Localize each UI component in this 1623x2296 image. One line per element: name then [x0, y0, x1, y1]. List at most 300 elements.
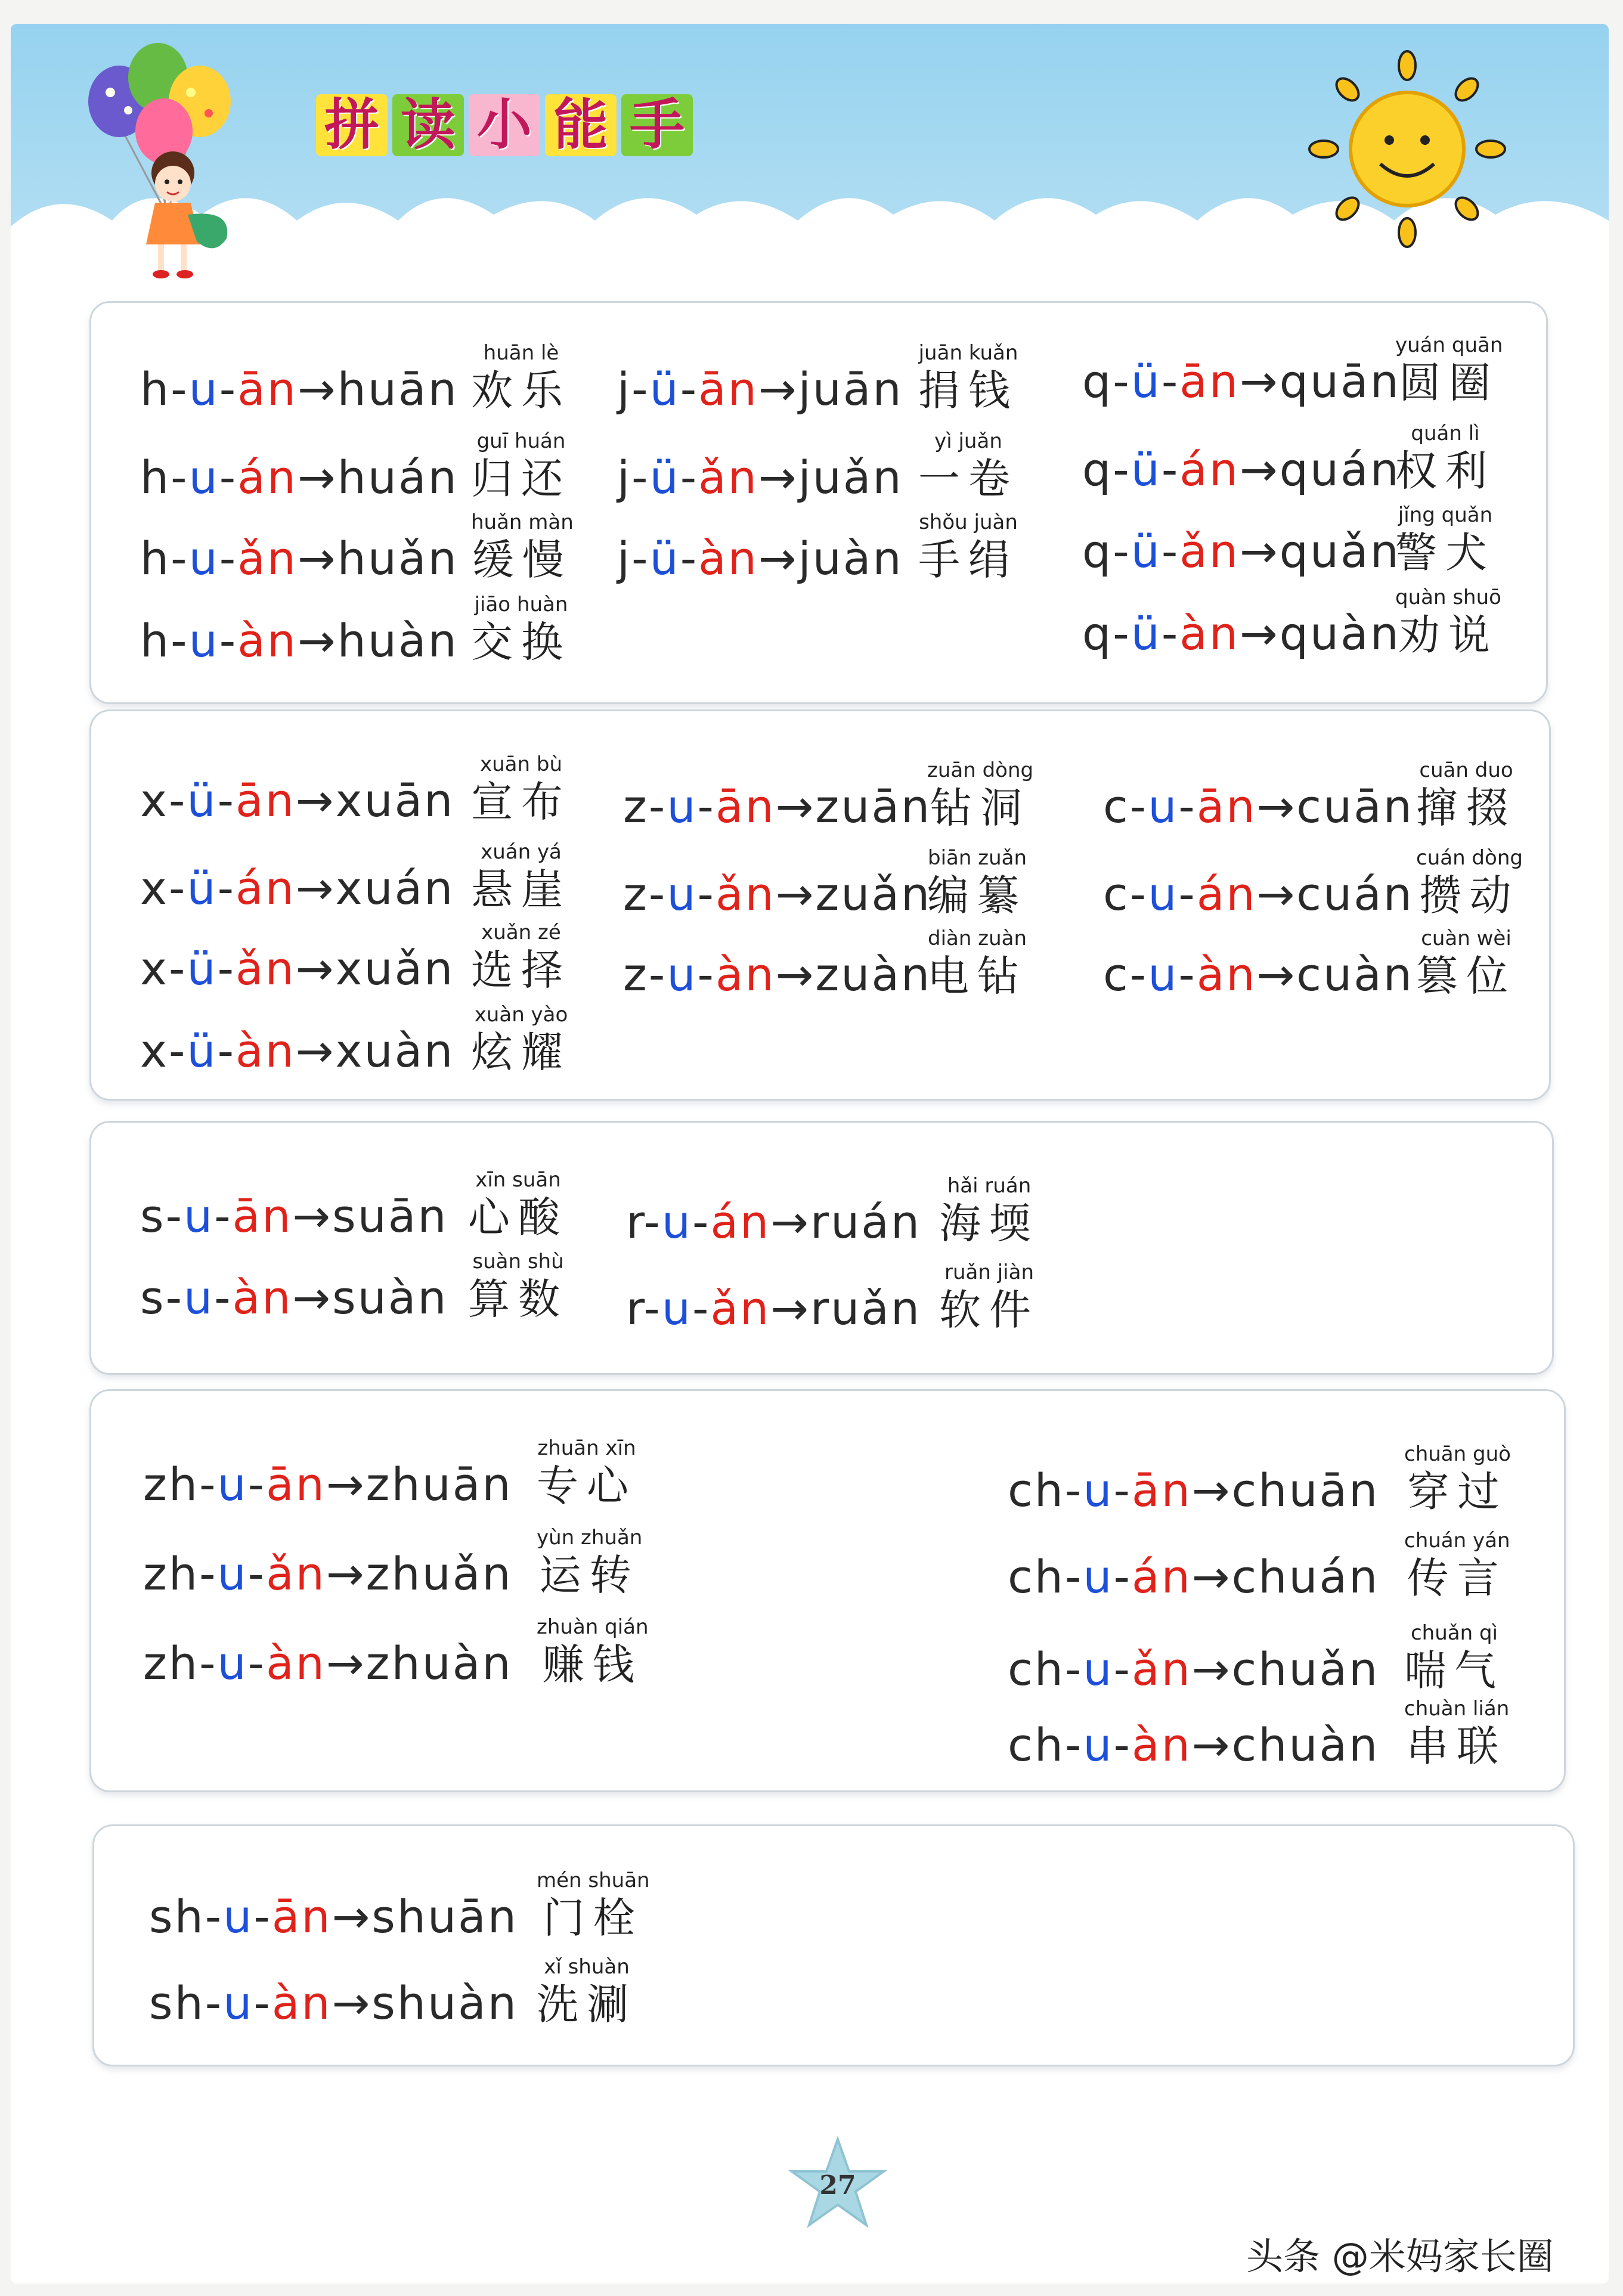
initial-consonant: zh: [143, 1637, 200, 1690]
result-syllable: zhuàn: [366, 1637, 513, 1690]
word-pinyin: cuān duo: [1419, 758, 1513, 782]
spelling-formula: [626, 1195, 921, 1249]
word-pinyin: yùn zhuǎn: [537, 1526, 643, 1550]
example-word: [918, 429, 1018, 504]
pinyin-entry: [623, 912, 1064, 1002]
result-syllable: huǎn: [337, 532, 459, 585]
word-hanzi: 交换: [471, 618, 571, 667]
pinyin-entry: [1082, 319, 1532, 408]
word-pinyin: guī huán: [476, 429, 566, 453]
rime-with-tone: ān: [237, 362, 298, 416]
word-pinyin: xǐ shuàn: [544, 1955, 630, 1979]
initial-consonant: h: [140, 532, 171, 585]
formula-separator: -: [1113, 1464, 1132, 1517]
balloons-girl-icon: [78, 36, 274, 286]
initial-consonant: r: [626, 1282, 644, 1335]
pinyin-entry: [140, 1154, 605, 1243]
formula-separator: →: [758, 451, 798, 504]
word-hanzi: 宣布: [471, 777, 571, 826]
rime-with-tone: ān: [715, 780, 776, 833]
rime-with-tone: ān: [698, 362, 758, 416]
result-syllable: chuǎn: [1231, 1643, 1380, 1696]
formula-separator: -: [697, 867, 716, 921]
pinyin-entry: [1082, 489, 1532, 578]
formula-separator: -: [168, 774, 187, 827]
initial-consonant: sh: [149, 1976, 205, 2029]
medial-vowel: u: [217, 1547, 248, 1600]
pinyin-entry: [140, 415, 608, 504]
word-hanzi: 攒动: [1419, 871, 1520, 920]
formula-separator: -: [648, 948, 667, 1001]
example-word: [471, 840, 571, 915]
initial-consonant: z: [623, 867, 649, 921]
example-word: [1395, 422, 1495, 497]
medial-vowel: u: [667, 948, 698, 1001]
result-syllable: chuàn: [1231, 1718, 1380, 1771]
example-word: [471, 752, 571, 828]
initial-consonant: q: [1082, 525, 1113, 578]
formula-separator: -: [168, 1024, 187, 1077]
result-syllable: ruán: [810, 1195, 922, 1248]
word-hanzi: 捐钱: [918, 366, 1018, 415]
formula-separator: →: [292, 1271, 333, 1324]
result-syllable: chuán: [1231, 1550, 1380, 1603]
initial-consonant: ch: [1008, 1550, 1065, 1603]
word-hanzi: 一卷: [918, 454, 1018, 503]
spelling-formula: [623, 780, 931, 833]
word-pinyin: quàn shuō: [1395, 585, 1501, 609]
word-pinyin: xīn suān: [475, 1168, 561, 1192]
example-word: [1416, 927, 1516, 1002]
rime-with-tone: àn: [266, 1637, 326, 1690]
formula-separator: -: [643, 1282, 662, 1335]
formula-separator: -: [1113, 1718, 1132, 1771]
example-word: [927, 846, 1027, 921]
initial-consonant: c: [1103, 948, 1130, 1001]
formula-separator: →: [297, 614, 337, 667]
pinyin-entry: [143, 1422, 674, 1511]
rime-with-tone: án: [1196, 867, 1257, 921]
result-syllable: chuān: [1231, 1464, 1380, 1517]
example-word: [927, 758, 1033, 833]
example-word: [471, 429, 571, 504]
initial-consonant: h: [140, 362, 171, 416]
word-pinyin: xuán yá: [481, 840, 562, 864]
pinyin-entry: [1082, 571, 1532, 661]
pinyin-entry: [617, 415, 1055, 504]
result-syllable: quān: [1279, 355, 1401, 408]
rime-with-tone: ān: [236, 774, 296, 827]
result-syllable: shuàn: [371, 1976, 518, 2029]
rime-with-tone: ǎn: [698, 451, 758, 504]
word-pinyin: shǒu juàn: [919, 510, 1018, 534]
medial-vowel: u: [661, 1282, 692, 1335]
result-syllable: xuān: [335, 774, 455, 827]
initial-consonant: c: [1103, 780, 1130, 833]
initial-consonant: q: [1082, 443, 1113, 496]
result-syllable: juān: [798, 362, 903, 416]
formula-separator: -: [199, 1458, 218, 1511]
title-char: 拼: [316, 94, 388, 156]
example-word: [1416, 846, 1523, 921]
formula-separator: -: [631, 362, 650, 416]
rime-with-tone: án: [710, 1195, 771, 1248]
example-word: [1404, 1697, 1509, 1772]
initial-consonant: q: [1082, 607, 1113, 660]
formula-separator: -: [253, 1976, 272, 2029]
formula-separator: -: [680, 362, 699, 416]
result-syllable: suàn: [332, 1271, 448, 1324]
result-syllable: zhuān: [366, 1458, 513, 1511]
formula-separator: -: [199, 1637, 218, 1690]
title-char: 小: [469, 94, 540, 156]
rime-with-tone: ān: [1179, 355, 1240, 408]
spelling-formula: [140, 774, 454, 828]
rime-with-tone: ǎn: [236, 942, 296, 995]
formula-separator: →: [1256, 867, 1297, 921]
word-pinyin: jǐng quǎn: [1398, 503, 1493, 527]
spelling-formula: [143, 1458, 513, 1511]
page-number: 27: [819, 2170, 856, 2201]
initial-consonant: sh: [149, 1890, 205, 1943]
word-pinyin: huǎn màn: [471, 510, 574, 534]
formula-separator: →: [332, 1976, 372, 2029]
formula-separator: →: [758, 362, 798, 416]
formula-separator: -: [1129, 867, 1148, 921]
medial-vowel: u: [223, 1976, 254, 2029]
formula-separator: -: [692, 1282, 711, 1335]
rime-with-tone: án: [236, 862, 296, 915]
result-syllable: zuàn: [815, 948, 932, 1001]
initial-consonant: s: [140, 1271, 166, 1324]
word-hanzi: 劝说: [1398, 611, 1498, 659]
spelling-formula: [143, 1547, 513, 1601]
formula-separator: -: [643, 1195, 662, 1248]
initial-consonant: z: [623, 948, 649, 1001]
formula-separator: -: [1113, 1643, 1132, 1696]
pinyin-entry: [626, 1160, 1076, 1249]
medial-vowel: u: [184, 1271, 215, 1324]
result-syllable: quǎn: [1279, 525, 1401, 578]
result-syllable: huān: [337, 362, 459, 416]
formula-separator: →: [1240, 525, 1280, 578]
rime-with-tone: àn: [237, 614, 298, 667]
title-char: 手: [621, 94, 693, 156]
pinyin-entry: [1008, 1428, 1541, 1517]
medial-vowel: u: [217, 1637, 248, 1690]
formula-separator: -: [253, 1890, 272, 1943]
word-pinyin: chuán yán: [1404, 1529, 1510, 1553]
spelling-formula: [143, 1637, 513, 1690]
medial-vowel: ü: [649, 532, 680, 585]
formula-separator: →: [1240, 607, 1280, 660]
word-pinyin: jiāo huàn: [474, 593, 568, 616]
medial-vowel: u: [223, 1890, 254, 1943]
spelling-formula: [1103, 780, 1414, 833]
word-pinyin: chuān guò: [1404, 1442, 1511, 1466]
spelling-formula: [1082, 525, 1401, 578]
word-hanzi: 撺掇: [1416, 783, 1516, 832]
word-pinyin: quán lì: [1411, 422, 1480, 445]
formula-separator: -: [1161, 525, 1180, 578]
medial-vowel: ü: [1130, 355, 1162, 408]
rime-with-tone: án: [1179, 443, 1240, 496]
rime-with-tone: àn: [1196, 948, 1257, 1001]
formula-separator: -: [217, 1024, 236, 1077]
example-word: [537, 1526, 642, 1601]
medial-vowel: ü: [649, 451, 680, 504]
pinyin-entry: [149, 1941, 674, 2030]
formula-separator: -: [1113, 1550, 1132, 1603]
example-word: [918, 510, 1018, 585]
word-pinyin: cuàn wèi: [1421, 927, 1512, 950]
formula-separator: -: [692, 1195, 711, 1248]
formula-separator: →: [297, 451, 337, 504]
formula-separator: -: [219, 532, 238, 585]
initial-consonant: x: [140, 862, 169, 915]
formula-separator: -: [214, 1189, 233, 1242]
formula-separator: →: [332, 1890, 372, 1943]
word-pinyin: mén shuān: [537, 1869, 650, 1892]
result-syllable: juǎn: [798, 451, 903, 504]
initial-consonant: c: [1103, 867, 1130, 921]
formula-separator: →: [326, 1637, 366, 1690]
example-word: [471, 510, 574, 585]
pinyin-entry: [140, 738, 608, 828]
word-hanzi: 选择: [471, 946, 571, 994]
word-pinyin: yì juǎn: [934, 429, 1002, 453]
example-word: [468, 1250, 568, 1325]
spelling-formula: [149, 1890, 518, 1944]
rime-with-tone: àn: [698, 532, 758, 585]
medial-vowel: u: [661, 1195, 692, 1248]
formula-separator: -: [165, 1271, 184, 1324]
formula-separator: →: [295, 942, 336, 995]
medial-vowel: ü: [1130, 607, 1162, 660]
result-syllable: xuàn: [335, 1024, 455, 1077]
page-title: [316, 89, 698, 161]
spelling-formula: [1103, 948, 1414, 1002]
spelling-formula: [140, 362, 459, 416]
word-hanzi: 权利: [1395, 447, 1495, 495]
example-word: [468, 1168, 568, 1243]
spelling-formula: [149, 1976, 518, 2030]
example-word: [537, 1955, 637, 2030]
word-hanzi: 缓慢: [472, 535, 572, 584]
pinyin-entry: [1103, 744, 1553, 833]
result-syllable: xuán: [335, 862, 455, 915]
formula-separator: →: [770, 1282, 810, 1335]
medial-vowel: ü: [187, 1024, 218, 1077]
result-syllable: zuān: [815, 780, 932, 833]
formula-separator: -: [247, 1458, 267, 1511]
word-pinyin: zuān dòng: [927, 758, 1034, 782]
word-hanzi: 手绢: [918, 535, 1018, 584]
medial-vowel: u: [1083, 1643, 1114, 1696]
result-syllable: quàn: [1279, 607, 1401, 660]
formula-separator: -: [631, 451, 650, 504]
title-char: 读: [392, 94, 464, 156]
initial-consonant: x: [140, 774, 169, 827]
initial-consonant: s: [140, 1189, 166, 1242]
word-hanzi: 警犬: [1395, 528, 1495, 577]
initial-consonant: h: [140, 614, 171, 667]
formula-separator: →: [326, 1547, 366, 1600]
initial-consonant: j: [617, 451, 632, 504]
spelling-formula: [140, 942, 454, 996]
formula-separator: -: [1161, 443, 1180, 496]
formula-separator: →: [292, 1189, 333, 1242]
medial-vowel: u: [188, 532, 219, 585]
word-pinyin: ruǎn jiàn: [944, 1260, 1034, 1284]
example-word: [1416, 758, 1516, 833]
medial-vowel: ü: [1130, 443, 1162, 496]
word-hanzi: 运转: [539, 1551, 640, 1600]
example-word: [939, 1260, 1039, 1336]
rime-with-tone: ān: [271, 1890, 332, 1943]
medial-vowel: u: [1083, 1464, 1114, 1517]
formula-separator: →: [770, 1195, 810, 1248]
formula-separator: →: [297, 532, 337, 585]
spelling-formula: [1008, 1550, 1379, 1604]
result-syllable: zuǎn: [815, 867, 932, 921]
pinyin-entry: [140, 989, 608, 1078]
result-syllable: xuǎn: [335, 942, 455, 995]
word-hanzi: 传言: [1407, 1554, 1507, 1603]
formula-separator: -: [217, 774, 236, 827]
formula-separator: -: [247, 1637, 267, 1690]
spelling-formula: [140, 1024, 454, 1078]
example-word: [927, 927, 1027, 1002]
formula-separator: -: [217, 942, 236, 995]
title-char: 能: [545, 94, 617, 156]
formula-separator: →: [775, 867, 816, 921]
rime-with-tone: àn: [1179, 607, 1240, 660]
formula-separator: →: [758, 532, 798, 585]
word-pinyin: suàn shù: [472, 1250, 564, 1274]
medial-vowel: u: [188, 362, 219, 416]
medial-vowel: ü: [187, 862, 218, 915]
pinyin-entry: [140, 496, 608, 585]
pinyin-entry: [140, 327, 608, 416]
formula-separator: →: [775, 780, 816, 833]
initial-consonant: x: [140, 942, 169, 995]
result-syllable: juàn: [798, 532, 903, 585]
initial-consonant: j: [617, 532, 632, 585]
word-pinyin: chuàn lián: [1404, 1697, 1510, 1721]
spelling-formula: [140, 614, 459, 668]
pinyin-entry: [143, 1601, 674, 1690]
medial-vowel: ü: [187, 774, 218, 827]
example-word: [537, 1615, 649, 1690]
formula-separator: →: [295, 774, 336, 827]
example-word: [537, 1869, 650, 1944]
pinyin-entry: [1008, 1514, 1541, 1604]
spelling-formula: [1008, 1718, 1379, 1772]
word-pinyin: huān lè: [483, 341, 559, 365]
pinyin-entry: [1008, 1683, 1541, 1772]
watermark: 头条 @米妈家长圈: [1246, 2235, 1554, 2278]
initial-consonant: ch: [1008, 1464, 1065, 1517]
pinyin-entry: [623, 744, 1064, 833]
initial-consonant: x: [140, 1024, 169, 1077]
initial-consonant: zh: [143, 1458, 200, 1511]
pinyin-entry: [1103, 832, 1553, 921]
spelling-formula: [623, 948, 931, 1002]
spelling-formula: [140, 1271, 448, 1325]
formula-separator: →: [295, 862, 336, 915]
result-syllable: huán: [337, 451, 459, 504]
word-hanzi: 钻洞: [930, 783, 1031, 832]
example-word: [471, 921, 571, 996]
formula-separator: -: [214, 1271, 233, 1324]
rime-with-tone: àn: [1132, 1718, 1192, 1771]
formula-separator: →: [297, 362, 337, 416]
pinyin-entry: [149, 1854, 674, 1944]
formula-separator: -: [1161, 607, 1180, 660]
formula-separator: -: [199, 1547, 218, 1600]
formula-separator: -: [1064, 1550, 1083, 1603]
formula-separator: -: [1113, 607, 1131, 660]
pinyin-entry: [140, 906, 608, 996]
pinyin-entry: [623, 832, 1064, 921]
formula-separator: -: [219, 614, 238, 667]
word-hanzi: 欢乐: [471, 366, 571, 415]
medial-vowel: u: [1148, 867, 1179, 921]
example-word: [918, 341, 1018, 416]
rime-with-tone: án: [237, 451, 298, 504]
result-syllable: zhuǎn: [366, 1547, 513, 1600]
word-hanzi: 悬崖: [471, 865, 571, 914]
word-hanzi: 门栓: [543, 1894, 643, 1942]
initial-consonant: r: [626, 1195, 644, 1248]
formula-separator: →: [1240, 443, 1280, 496]
word-hanzi: 炫耀: [471, 1028, 571, 1077]
rime-with-tone: ǎn: [237, 532, 298, 585]
word-pinyin: zhuàn qián: [537, 1615, 649, 1639]
formula-separator: →: [1256, 948, 1297, 1001]
word-pinyin: diàn zuàn: [928, 927, 1027, 950]
rime-with-tone: àn: [236, 1024, 296, 1077]
formula-separator: -: [171, 451, 189, 504]
example-word: [471, 341, 571, 416]
medial-vowel: ü: [187, 942, 218, 995]
word-hanzi: 心酸: [468, 1193, 568, 1242]
example-word: [1395, 503, 1495, 578]
formula-separator: →: [1191, 1464, 1232, 1517]
example-word: [939, 1174, 1039, 1249]
rime-with-tone: àn: [232, 1271, 293, 1324]
word-pinyin: xuān bù: [480, 752, 562, 776]
pinyin-entry: [626, 1246, 1076, 1336]
spelling-formula: [1008, 1464, 1379, 1517]
pinyin-entry: [617, 496, 1055, 585]
formula-separator: →: [1240, 355, 1280, 408]
formula-separator: -: [1064, 1718, 1083, 1771]
word-hanzi: 编纂: [927, 871, 1027, 920]
initial-consonant: ch: [1008, 1718, 1065, 1771]
spelling-formula: [1082, 355, 1401, 408]
formula-separator: -: [219, 451, 238, 504]
word-hanzi: 穿过: [1407, 1467, 1508, 1516]
medial-vowel: u: [188, 451, 219, 504]
spelling-formula: [1082, 607, 1401, 661]
word-pinyin: xuàn yào: [474, 1003, 568, 1027]
example-word: [471, 1003, 571, 1078]
result-syllable: cuàn: [1296, 948, 1414, 1001]
pinyin-entry: [1082, 407, 1532, 497]
initial-consonant: ch: [1008, 1643, 1065, 1696]
